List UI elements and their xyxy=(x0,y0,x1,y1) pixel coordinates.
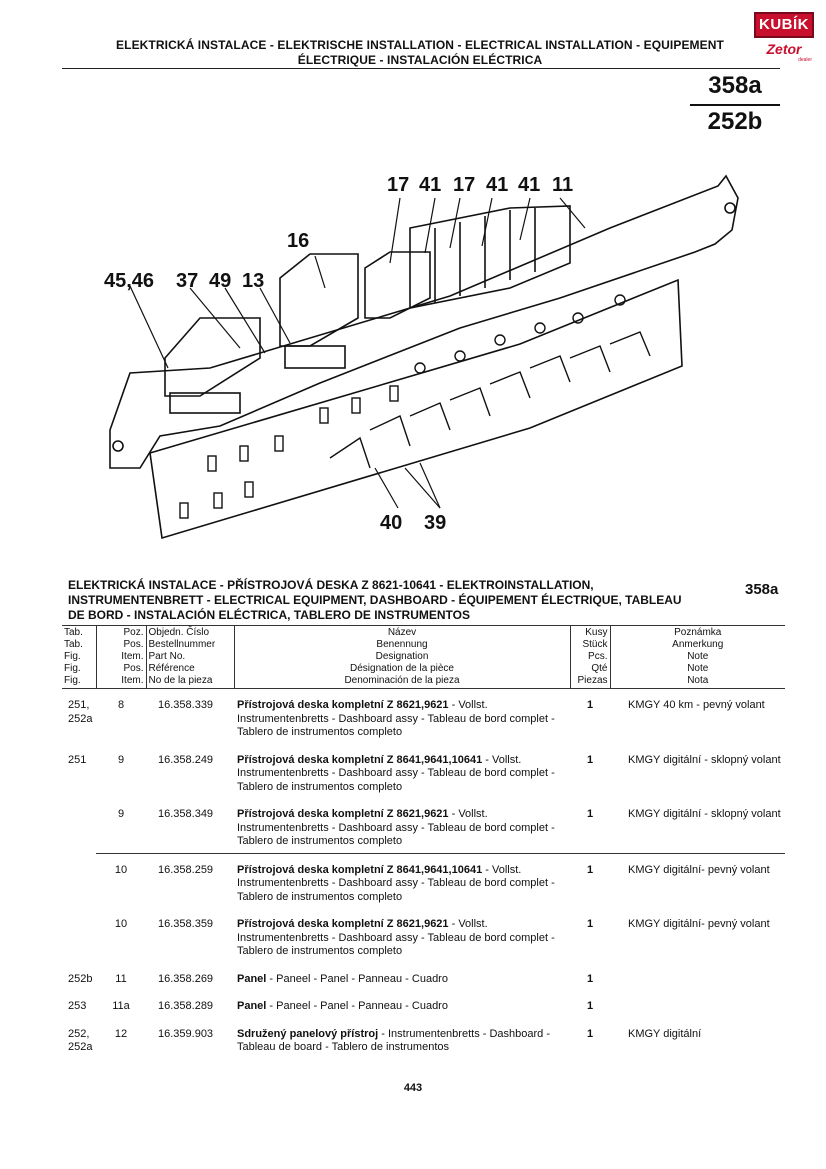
cell-tab: 252, 252a xyxy=(68,1027,93,1053)
cell-tab: 251, 252a xyxy=(68,699,93,725)
cell-name-bold: Přístrojová deska kompletní Z 8621,9621 xyxy=(237,808,449,820)
table-row xyxy=(62,798,785,853)
callout-16: 16 xyxy=(287,230,310,252)
cell-name-bold: Přístrojová deska kompletní Z 8621,9621 xyxy=(237,699,449,711)
logo-sub: Zetor xyxy=(766,41,802,57)
header-pos: Poz. Pos. Item. Pos. Item. xyxy=(96,626,146,689)
logo-tag: dealer xyxy=(798,57,812,63)
cell-part-number: 16.358.289 xyxy=(158,1000,214,1012)
cell-name-bold: Panel xyxy=(237,1000,267,1012)
cell-tab: 252b xyxy=(68,972,93,985)
cell-part-number: 16.359.903 xyxy=(158,1027,214,1040)
cell-name-rest: - Vollst. Instrumentenbretts - Dashboard assy - Tableau de bord complet - Tablero de instrumentos completo xyxy=(237,699,555,738)
callout-13: 13 xyxy=(242,270,265,292)
cell-name xyxy=(234,689,570,744)
cell-pos: 9 xyxy=(117,808,125,820)
relay-box-3 xyxy=(365,252,430,318)
cell-name xyxy=(234,908,570,963)
dashboard-exploded-drawing xyxy=(90,168,770,548)
cell-pos: 11 xyxy=(115,972,127,985)
cell-tab: 253 xyxy=(68,1000,87,1012)
figure-ref-divider xyxy=(690,104,780,106)
figure-ref-top: 358a xyxy=(708,72,762,99)
table-row xyxy=(62,744,785,799)
header-divider xyxy=(62,68,780,69)
cell-note: KMGY digitální- pevný volant xyxy=(610,853,785,908)
cell-name-bold: Přístrojová deska kompletní Z 8641,9641,10641 xyxy=(237,753,483,766)
cell-name xyxy=(234,798,570,853)
cell-name-rest: - Instrumentenbretts - Dashboard - Tableau de board - Tablero de instrumentos xyxy=(237,1027,550,1053)
cell-part-number: 16.358.259 xyxy=(146,853,234,908)
header-title-line2: ÉLECTRIQUE - INSTALACIÓN ELÉCTRICA xyxy=(297,53,543,67)
table-row xyxy=(62,990,785,1018)
header-title-line1: ELEKTRICKÁ INSTALACE - ELEKTRISCHE INSTALLATION - ELECTRICAL INSTALLATION - EQUIPEMENT xyxy=(116,38,724,52)
callout-49: 49 xyxy=(209,270,232,292)
cell-quantity: 1 xyxy=(586,1027,594,1040)
cell-name-rest: - Paneel - Panel - Panneau - Cuadro xyxy=(266,972,448,985)
cell-name-bold: Panel xyxy=(237,972,267,985)
section-title-line1: ELEKTRICKÁ INSTALACE - PŘÍSTROJOVÁ DESKA Z 8621-10641 - ELEKTROINSTALLATION, xyxy=(68,578,594,592)
logo-brand: KUBÍK xyxy=(754,12,814,38)
cell-quantity: 1 xyxy=(586,972,594,985)
cell-quantity: 1 xyxy=(586,1000,594,1012)
cell-name-rest: - Vollst. Instrumentenbretts - Dashboard assy - Tableau de bord complet - Tablero de instrumentos completo xyxy=(237,753,555,793)
relay-row xyxy=(410,206,570,308)
cell-quantity: 1 xyxy=(586,699,594,711)
callout-40: 40 xyxy=(380,512,403,534)
bracket-hole-right xyxy=(725,203,735,213)
cell-quantity: 1 xyxy=(586,753,594,766)
section-title-line3: DE BORD - INSTALACIÓN ELÉCTRICA, TABLERO DE INSTRUMENTOS xyxy=(68,608,470,622)
cell-note: KMGY digitální- pevný volant xyxy=(628,918,770,930)
figure-ref-bottom: 252b xyxy=(707,108,763,135)
cell-name xyxy=(234,1018,570,1059)
cell-pos: 11a xyxy=(112,1000,130,1012)
page-number: 443 xyxy=(403,1082,423,1094)
cell-tab: 251 xyxy=(68,753,87,766)
callout-39: 39 xyxy=(424,512,447,534)
cell-quantity: 1 xyxy=(586,918,594,930)
cell-pos: 10 xyxy=(96,853,146,908)
callout-11: 11 xyxy=(552,174,574,196)
cell-pos: 8 xyxy=(117,699,125,711)
cell-quantity: 1 xyxy=(586,808,594,820)
cell-note xyxy=(610,963,785,991)
cell-note: KMGY digitální xyxy=(628,1027,702,1040)
section-title xyxy=(68,578,748,623)
cell-tab xyxy=(62,908,96,963)
cell-tab xyxy=(62,798,96,853)
table-row xyxy=(62,963,785,991)
header-tab: Tab. Tab. Fig. Fig. Fig. xyxy=(64,627,83,686)
section-title-line2: INSTRUMENTENBRETT - ELECTRICAL EQUIPMENT, DASHBOARD - ÉQUIPEMENT ÉLECTRIQUE, TABLEAU xyxy=(68,593,682,607)
cell-note: KMGY digitální - sklopný volant xyxy=(628,808,781,820)
table-header-row xyxy=(62,626,785,689)
cell-name-bold: Přístrojová deska kompletní Z 8641,9641,10641 xyxy=(237,863,483,876)
kubik-zetor-logo xyxy=(754,12,814,70)
cell-note: KMGY digitální - sklopný volant xyxy=(628,753,781,766)
cell-quantity: 1 xyxy=(570,853,610,908)
cell-name-rest: - Vollst. Instrumentenbretts - Dashboard assy - Tableau de bord complet - Tablero de instrumentos completo xyxy=(237,808,555,847)
parts-table xyxy=(62,625,785,1059)
cell-name xyxy=(234,744,570,799)
cell-pos: 12 xyxy=(114,1027,128,1040)
callout-17-a: 17 xyxy=(387,174,410,196)
parts-table-container xyxy=(62,625,785,1059)
cell-part-number: 16.358.349 xyxy=(158,808,214,820)
callout-37: 37 xyxy=(176,270,199,292)
header-note: Poznámka Anmerkung Note Note Nota xyxy=(610,626,785,689)
table-row xyxy=(62,689,785,744)
terminal-block-2 xyxy=(285,346,345,368)
callout-41-c: 41 xyxy=(518,174,541,196)
header-name: Název Benennung Designation Désignation de la pièce Denominación de la pieza xyxy=(234,626,570,689)
callout-41-a: 41 xyxy=(419,174,442,196)
callout-17-b: 17 xyxy=(453,174,476,196)
cell-tab xyxy=(62,853,96,908)
cell-pos: 10 xyxy=(114,918,128,930)
cell-name xyxy=(234,990,570,1018)
cell-note: KMGY 40 km - pevný volant xyxy=(628,699,765,711)
header-quantity: Kusy Stück Pcs. Qté Piezas xyxy=(570,626,610,689)
cell-pos: 9 xyxy=(117,753,125,766)
section-figure-ref: 358a xyxy=(745,581,779,598)
cell-part-number: 16.358.269 xyxy=(158,972,214,985)
cell-name-bold: Sdružený panelový přístroj xyxy=(237,1027,379,1040)
cell-name xyxy=(234,963,570,991)
table-row xyxy=(62,1018,785,1059)
cell-part-number: 16.358.359 xyxy=(158,918,214,930)
cell-name-bold: Přístrojová deska kompletní Z 8621,9621 xyxy=(237,918,449,930)
cell-name-rest: - Vollst. Instrumentenbretts - Dashboard assy - Tableau de bord complet - Tablero de instrumentos completo xyxy=(237,918,555,957)
table-row xyxy=(62,908,785,963)
page-header-title xyxy=(70,38,770,68)
callout-41-b: 41 xyxy=(486,174,509,196)
cell-name-rest: - Paneel - Panel - Panneau - Cuadro xyxy=(266,1000,448,1012)
table-row xyxy=(62,853,785,908)
bracket-hole-left xyxy=(113,441,123,451)
rear-bracket-shape xyxy=(110,176,738,468)
parts-table-body xyxy=(62,689,785,1059)
cell-name xyxy=(234,853,570,908)
dashboard-drawing-svg xyxy=(90,168,770,548)
header-part-number: Objedn. Číslo Bestellnummer Part No. Référence No de la pieza xyxy=(146,626,234,689)
cell-name-rest: - Vollst. Instrumentenbretts - Dashboard assy - Tableau de bord complet - Tablero de instrumentos completo xyxy=(237,863,555,903)
cell-note xyxy=(610,990,785,1018)
callout-45-46: 45,46 xyxy=(104,270,155,292)
cell-part-number: 16.358.339 xyxy=(158,699,214,711)
cell-part-number: 16.358.249 xyxy=(158,753,214,766)
